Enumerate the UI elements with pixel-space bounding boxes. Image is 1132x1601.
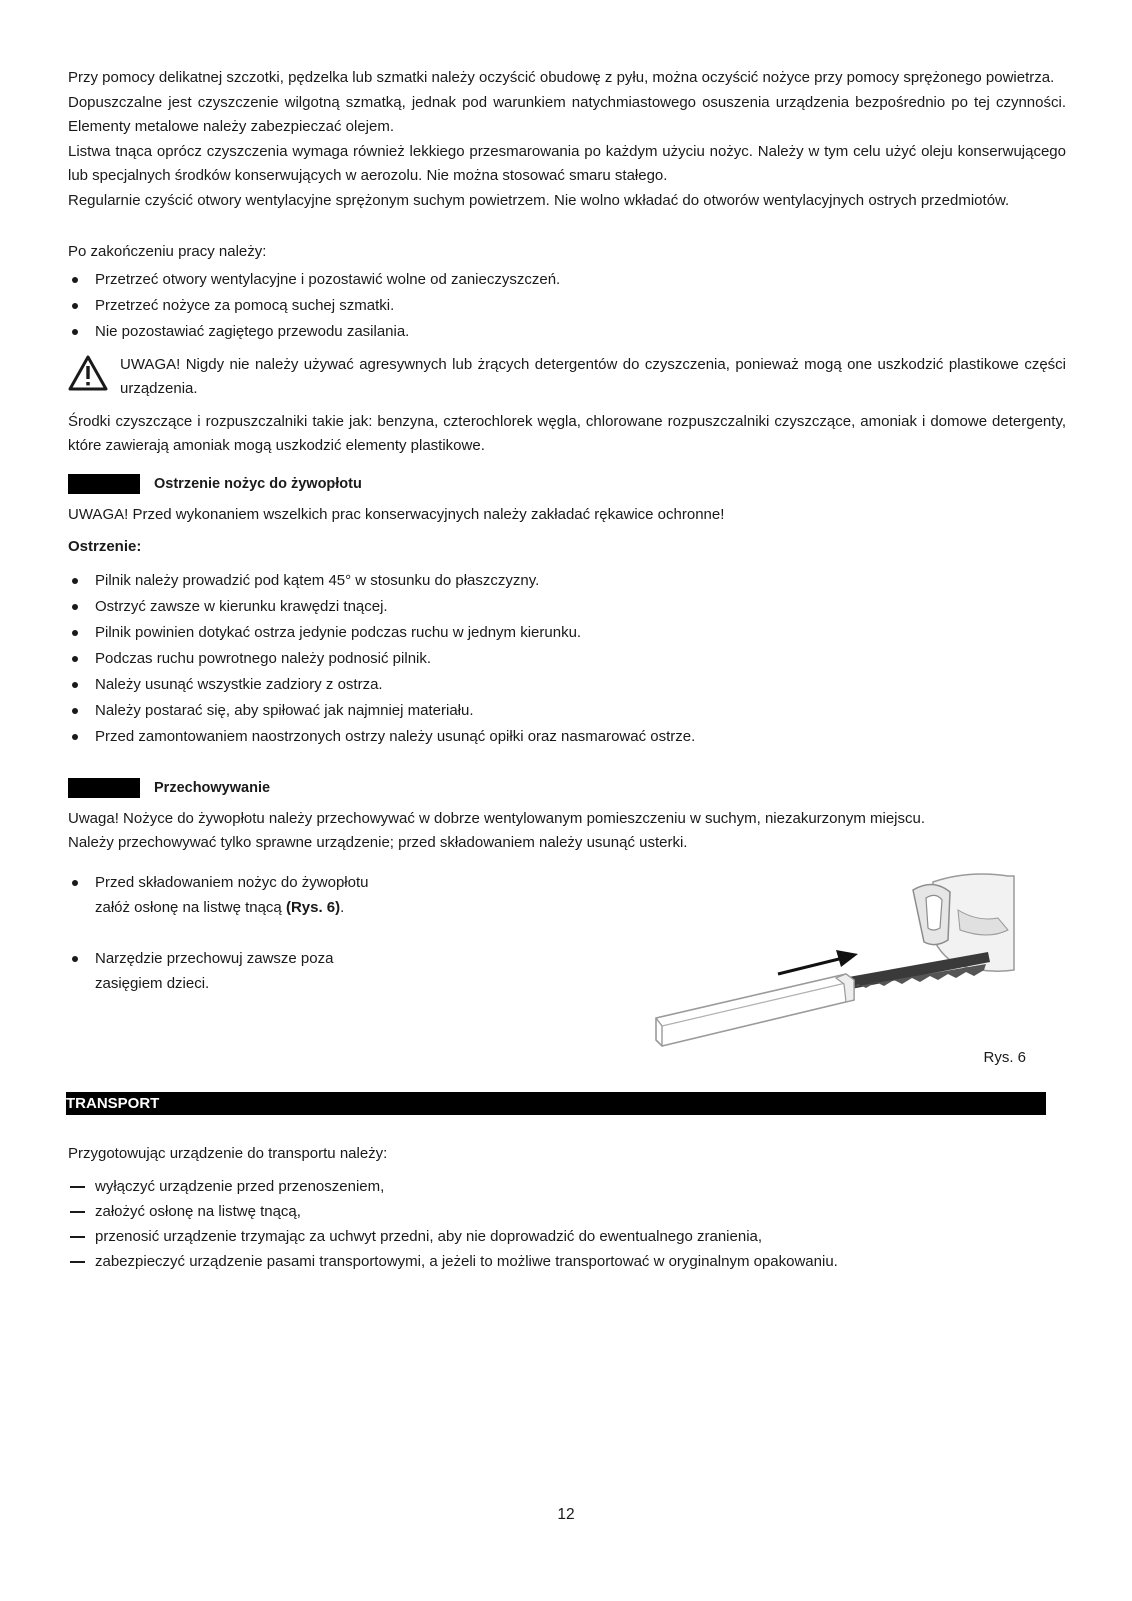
sharpening-label: Ostrzenie: [68,538,142,555]
list-item: Ostrzyć zawsze w kierunku krawędzi tnącej. [68,594,1066,620]
document-page [68,66,1066,1274]
sharpening-title: Ostrzenie nożyc do żywopłotu [154,475,362,492]
list-item: Pilnik powinien dotykać ostrza jedynie podczas ruchu w jednym kierunku. [68,620,1066,646]
warning-block [68,353,1066,402]
list-item: Przed składowaniem nożyc do żywopłotu załóż osłonę na listwę tnącą (Rys. 6). [68,870,388,920]
storage-title: Przechowywanie [154,779,271,796]
heading-bar [68,778,140,798]
warning-triangle-icon [68,353,120,395]
list-item: Pilnik należy prowadzić pod kątem 45° w stosunku do płaszczyzny. [68,568,1066,594]
maintenance-paragraph-3: Listwa tnąca oprócz czyszczenia wymaga również lekkiego przesmarowania po każdym użyciu nożyc. Należy w tym celu użyć oleju konserwującego lub specjalnych środków konserwujących w aerozolu. Nie można stosować smaru stałego. [68,142,1066,184]
after-work-intro: Po zakończeniu pracy należy: [68,243,267,260]
after-work-list [68,267,1066,345]
sharpening-list [68,568,1066,750]
list-item: przenosić urządzenie trzymając za uchwyt przedni, aby nie doprowadzić do ewentualnego zranienia, [68,1224,1066,1249]
transport-title: TRANSPORT [66,1094,160,1112]
figure-reference: (Rys. 6) [285,898,341,916]
storage-heading [68,777,1066,799]
sharpening-heading [68,473,1066,495]
figure-caption: Rys. 6 [983,1048,1026,1066]
maintenance-paragraph-1: Przy pomocy delikatnej szczotki, pędzelka lub szmatki należy oczyścić obudowę z pyłu, można oczyścić nożyce przy pomocy sprężonego powietrza. [68,69,1055,86]
warning-text: UWAGA! Nigdy nie należy używać agresywnych lub żrących detergentów do czyszczenia, ponieważ mogą one uszkodzić plastikowe części urządzenia. [120,355,1066,397]
list-item: Należy usunąć wszystkie zadziory z ostrza. [68,672,1066,698]
list-item: założyć osłonę na listwę tnącą, [68,1199,1066,1224]
list-item: Należy postarać się, aby spiłować jak najmniej materiału. [68,698,1066,724]
list-item: wyłączyć urządzenie przed przenoszeniem, [68,1174,1066,1199]
maintenance-paragraph-2: Dopuszczalne jest czyszczenie wilgotną szmatką, jednak pod warunkiem natychmiastowego osuszenia urządzenia bezpośrednio po tej czynności. Elementy metalowe należy zabezpieczać olejem. [68,93,1066,135]
heading-bar [68,474,140,494]
storage-list [68,870,388,996]
sharpening-warning: UWAGA! Przed wykonaniem wszelkich prac konserwacyjnych należy zakładać rękawice ochronne! [68,505,725,523]
list-item: Nie pozostawiać zagiętego przewodu zasilania. [68,319,1066,345]
list-item: Przetrzeć nożyce za pomocą suchej szmatki. [68,293,1066,319]
maintenance-paragraph-4: Regularnie czyścić otwory wentylacyjne sprężonym suchym powietrzem. Nie wolno wkładać do otworów wentylacyjnych ostrych przedmiotów. [68,191,1010,209]
storage-paragraph-2: Należy przechowywać tylko sprawne urządzenie; przed składowaniem należy usunąć usterki. [68,834,688,851]
storage-paragraph-1: Uwaga! Nożyce do żywopłotu należy przechowywać w dobrze wentylowanym pomieszczeniu w suchym, niezakurzonym miejscu. [68,809,926,827]
transport-banner [66,1092,1046,1115]
storage-section [68,870,1066,1092]
hedge-trimmer-illustration [588,870,1028,1070]
list-item: Narzędzie przechowuj zawsze poza zasięgiem dzieci. [68,946,388,996]
list-item: Podczas ruchu powrotnego należy podnosić pilnik. [68,646,1066,672]
transport-list [68,1174,1066,1274]
list-item: zabezpieczyć urządzenie pasami transportowymi, a jeżeli to możliwe transportować w oryginalnym opakowaniu. [68,1249,1066,1274]
chemicals-paragraph: Środki czyszczące i rozpuszczalniki takie jak: benzyna, czterochlorek węgla, chlorowane rozpuszczalniki czyszczące, amoniak i domowe detergenty, które zawierają amoniak mogą uszkodzić elementy plastikowe. [68,412,1066,454]
list-item: Przed zamontowaniem naostrzonych ostrzy należy usunąć opiłki oraz nasmarować ostrze. [68,724,1066,750]
list-item: Przetrzeć otwory wentylacyjne i pozostawić wolne od zanieczyszczeń. [68,267,1066,293]
transport-intro: Przygotowując urządzenie do transportu należy: [68,1144,388,1162]
page-number: 12 [557,1506,575,1523]
hedge-trimmer-figure [588,870,1028,1070]
